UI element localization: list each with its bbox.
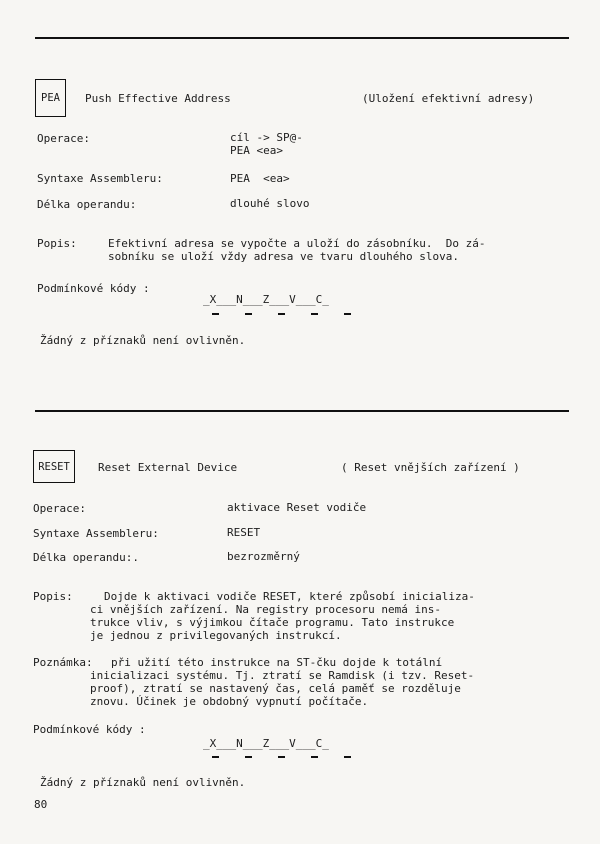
reset-syntax-value: RESET xyxy=(227,526,261,539)
pea-flag-z-mark xyxy=(278,313,285,315)
pea-mnemonic: PEA xyxy=(41,92,60,104)
pea-flags: _X___N___Z___V___C_ xyxy=(203,293,329,306)
pea-size-label: Délka operandu: xyxy=(37,198,137,211)
page-number: 80 xyxy=(34,798,48,811)
pea-description-label: Popis: xyxy=(37,237,77,250)
pea-description-line1: Efektivní adresa se vypočte a uloží do zásobníku. Do zá- xyxy=(108,237,486,250)
top-divider xyxy=(35,37,569,39)
pea-flags-note: Žádný z příznaků není ovlivněn. xyxy=(40,334,246,347)
reset-flag-c-mark xyxy=(344,756,351,758)
reset-syntax-label: Syntaxe Assembleru: xyxy=(33,527,159,540)
middle-divider xyxy=(35,410,569,412)
pea-title: Push Effective Address xyxy=(85,92,231,105)
pea-mnemonic-box xyxy=(35,79,66,117)
reset-flag-z-mark xyxy=(278,756,285,758)
pea-flags-label: Podmínkové kódy : xyxy=(37,282,150,295)
reset-flags-label: Podmínkové kódy : xyxy=(33,723,146,736)
pea-czech-title: (Uložení efektivní adresy) xyxy=(362,92,535,105)
reset-description-line3: trukce vliv, s výjimkou čítače programu. Tato instrukce xyxy=(90,616,455,629)
pea-flag-x-mark xyxy=(212,313,219,315)
reset-czech-title: ( Reset vnějších zařízení ) xyxy=(341,461,520,474)
reset-flag-v-mark xyxy=(311,756,318,758)
reset-flags-note: Žádný z příznaků není ovlivněn. xyxy=(40,776,246,789)
reset-note-line1: při užití této instrukce na ST-čku dojde k totální xyxy=(111,656,443,669)
reset-note-line4: znovu. Účinek je obdobný vypnutí počítače. xyxy=(90,695,369,708)
pea-syntax-label: Syntaxe Assembleru: xyxy=(37,172,163,185)
reset-note-line2: inicializaci systému. Tj. ztratí se Ramdisk (i tzv. Reset- xyxy=(90,669,475,682)
reset-flag-n-mark xyxy=(245,756,252,758)
pea-operation-label: Operace: xyxy=(37,132,90,145)
pea-flag-v-mark xyxy=(311,313,318,315)
pea-flag-c-mark xyxy=(344,313,351,315)
reset-mnemonic-box xyxy=(33,450,75,483)
reset-description-line2: ci vnějších zařízení. Na registry procesoru nemá ins- xyxy=(90,603,441,616)
reset-note-label: Poznámka: xyxy=(33,656,93,669)
pea-operation-line2: PEA <ea> xyxy=(230,144,283,157)
reset-flags: _X___N___Z___V___C_ xyxy=(203,737,329,750)
reset-size-label: Délka operandu:. xyxy=(33,551,139,564)
reset-title: Reset External Device xyxy=(98,461,238,474)
pea-description-line2: sobníku se uloží vždy adresa ve tvaru dlouhého slova. xyxy=(108,250,459,263)
pea-size-value: dlouhé slovo xyxy=(230,197,310,210)
reset-description-label: Popis: xyxy=(33,590,73,603)
reset-size-value: bezrozměrný xyxy=(227,550,300,563)
reset-description-line1: Dojde k aktivaci vodiče RESET, které způsobí inicializa- xyxy=(104,590,475,603)
pea-syntax-value: PEA <ea> xyxy=(230,172,290,185)
reset-note-line3: proof), ztratí se nastavený čas, celá paměť se rozděluje xyxy=(90,682,461,695)
reset-operation-value: aktivace Reset vodiče xyxy=(227,501,367,514)
reset-operation-label: Operace: xyxy=(33,502,86,515)
reset-flag-x-mark xyxy=(212,756,219,758)
reset-description-line4: je jednou z privilegovaných instrukcí. xyxy=(90,629,342,642)
reset-mnemonic: RESET xyxy=(38,460,70,473)
pea-flag-n-mark xyxy=(245,313,252,315)
pea-operation-line1: cíl -> SP@- xyxy=(230,131,303,144)
